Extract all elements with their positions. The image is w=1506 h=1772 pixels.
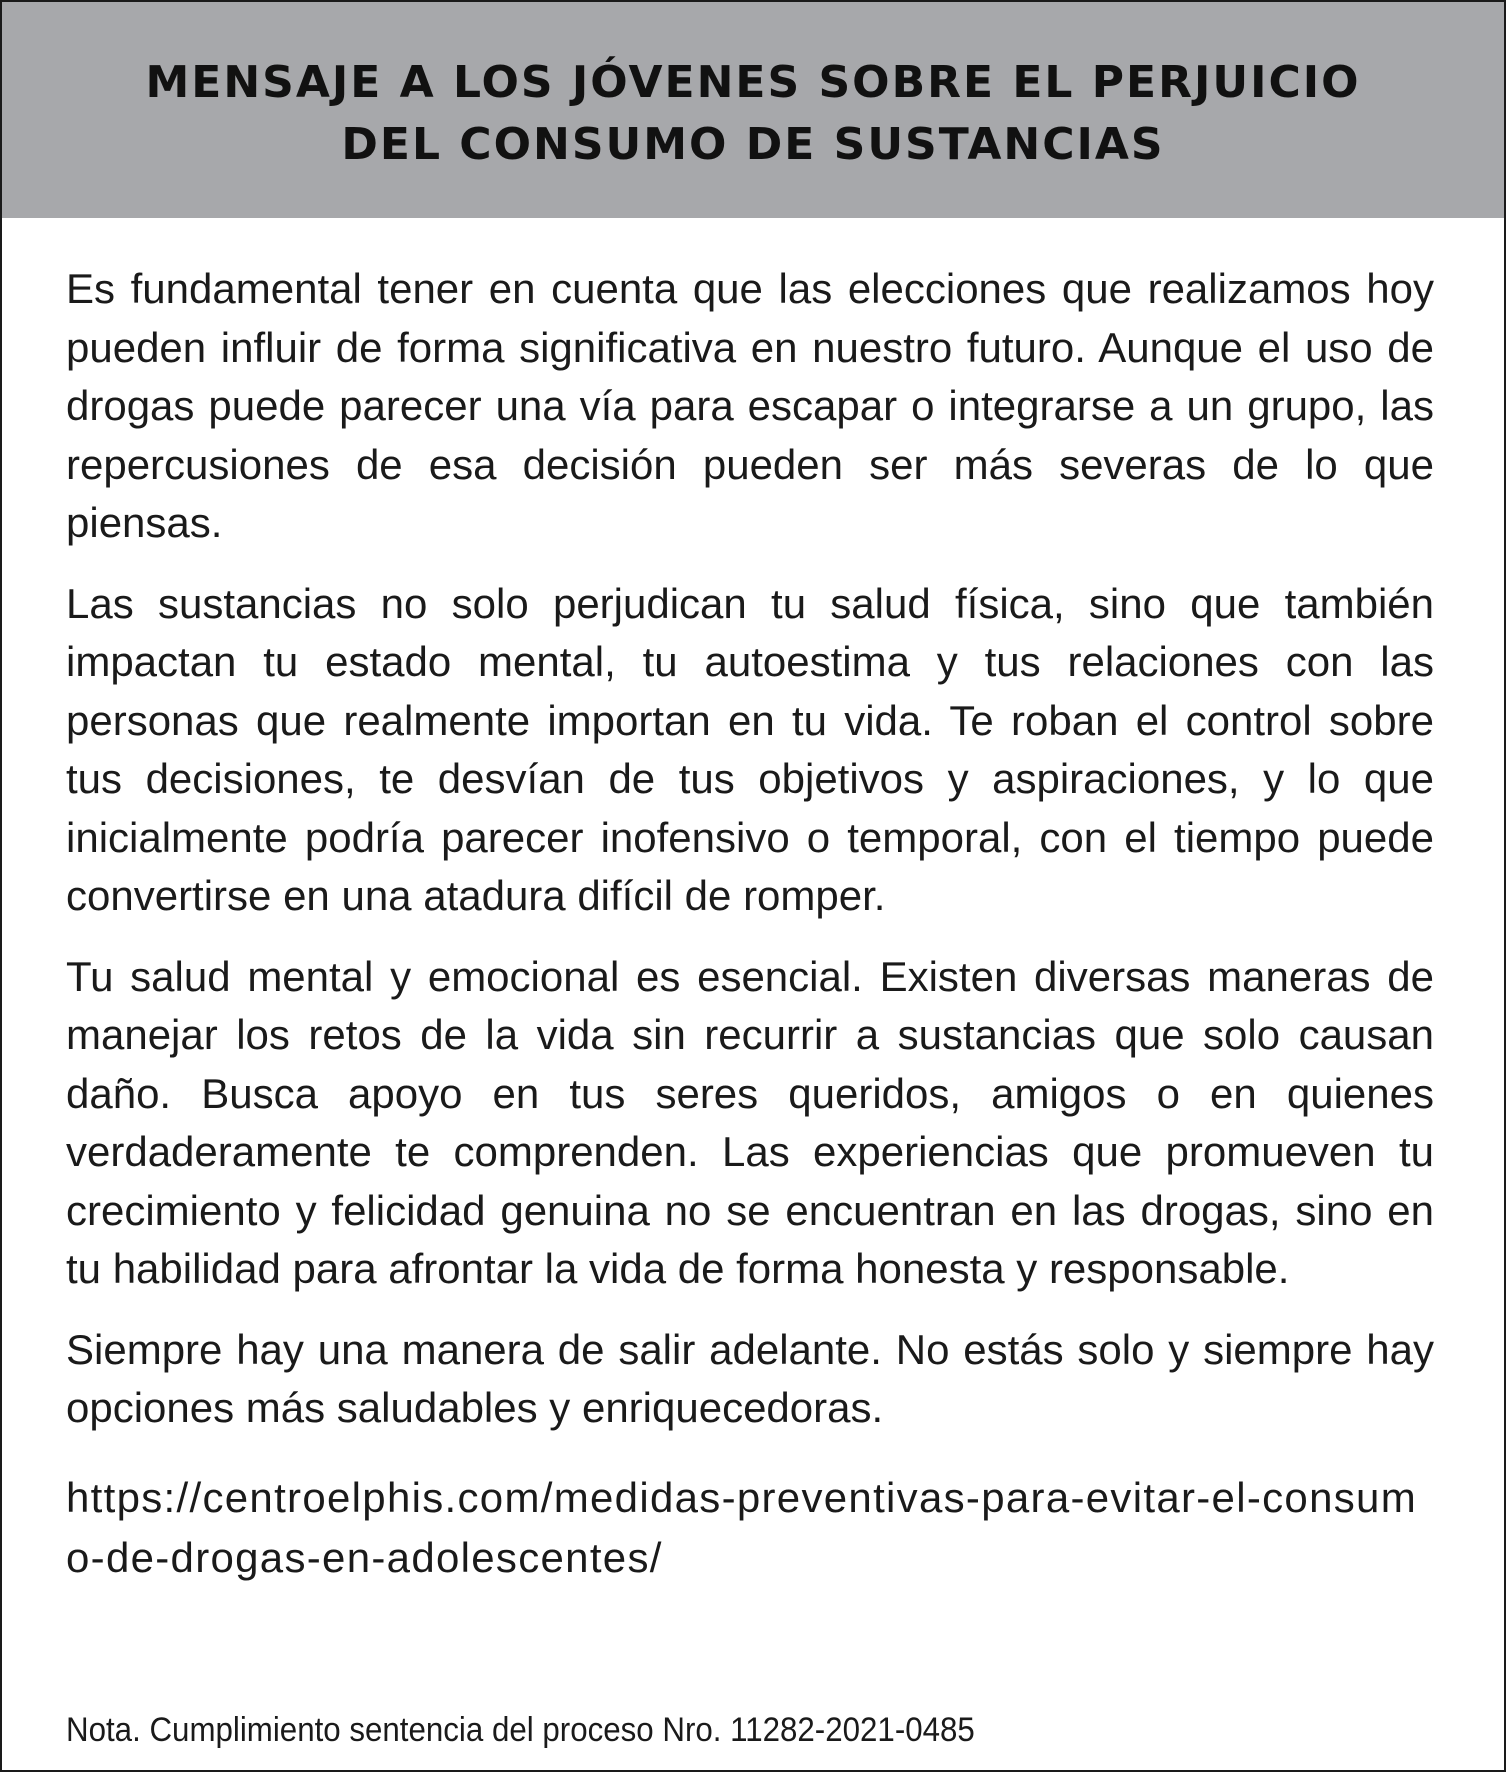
- paragraph-2: Las sustancias no solo perjudican tu salud física, sino que también impactan tu estado mental, tu autoestima y tus relaciones con las personas que realmente importan en tu vida. Te roban el control sobre tus decisiones, te desvían de tus objetivos y aspiraciones, y lo que inicialmente podría parecer inofensivo o temporal, con el tiempo puede convertirse en una atadura difícil de romper.: [66, 579, 1434, 919]
- paragraph-3: Tu salud mental y emocional es esencial. Existen diversas maneras de manejar los retos de la vida sin recurrir a sustancias que solo causan daño. Busca apoyo en tus seres queridos, amigos o en quienes verdaderamente te comprenden. Las experiencias que promueven tu crecimiento y felicidad genuina no se encuentran en las drogas, sino en tu habilidad para afrontar la vida de forma honesta y responsable.: [66, 952, 1434, 1292]
- title-banner: [2, 2, 1504, 218]
- page-title: [145, 52, 1360, 176]
- message-body: [2, 218, 1504, 1588]
- title-line-1: MENSAJE A LOS JÓVENES SOBRE EL PERJUICIO: [145, 57, 1361, 108]
- source-url: https://centroelphis.com/medidas-preventivas-para-evitar-el-consumo-de-drogas-en-adolescentes/: [66, 1473, 1417, 1581]
- footer-note: Nota. Cumplimiento sentencia del proceso Nro. 11282-2021-0485: [66, 1711, 975, 1749]
- paragraph-1: Es fundamental tener en cuenta que las elecciones que realizamos hoy pueden influir de forma significativa en nuestro futuro. Aunque el uso de drogas puede parecer una vía para escapar o integrarse a un grupo, las repercusiones de esa decisión pueden ser más severas de lo que piensas.: [66, 265, 1434, 546]
- title-line-2: DEL CONSUMO DE SUSTANCIAS: [341, 119, 1165, 170]
- paragraph-4: Siempre hay una manera de salir adelante. No estás solo y siempre hay opciones más saludables y enriquecedoras.: [66, 1325, 1434, 1431]
